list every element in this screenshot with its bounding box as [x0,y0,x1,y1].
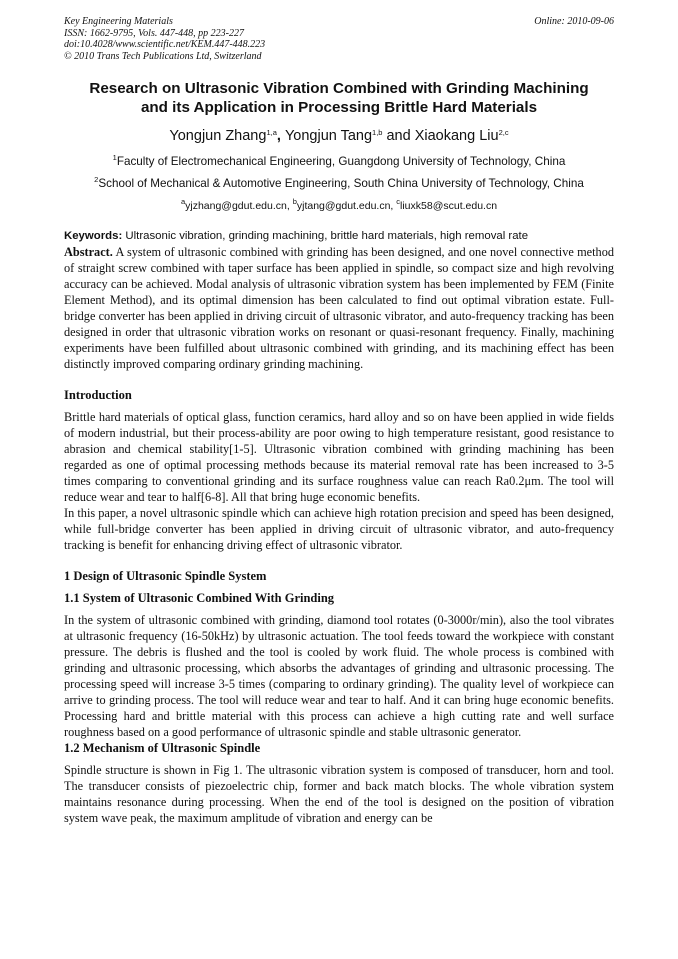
title-line-1: Research on Ultrasonic Vibration Combined with Grinding Machining [89,80,589,97]
journal-header [64,16,614,62]
section-1-2-heading: 1.2 Mechanism of Ultrasonic Spindle [64,741,261,755]
author-list [64,127,614,146]
author-separator-1: , [276,128,285,144]
section-1-2-paragraph: Spindle structure is shown in Fig 1. The ultrasonic vibration system is composed of transducer, horn and tool. The transducer consists of piezoelectric chip, former and back match blocks. The whole vibration system maintains resonance during processing. When the end of the tool is designed on the position of vibration system wave peak, the maximum amplitude of vibration and energy can be [64,763,614,825]
affiliation-1 [64,151,614,173]
email-list [64,198,614,214]
section-1-1-paragraph: In the system of ultrasonic combined with grinding, diamond tool rotates (0-3000r/min), also the tool vibrates at ultrasonic frequency (16-50kHz) by ultrasonic actuation. The tool feeds toward the workpiece with constant pressure. The debris is flushed and the tool is cooled by work fluid. The whole process is combined with grinding and ultrasonic processing, which absorbs the advantages of grinding and ultrasonic processing. The processing speed will increase 3-5 times (comparing to ordinary grinding). The quality level of workpiece can arrive to grinding process. The tool will reduce wear and tear to half. And it can bring huge economic benefits. Processing hard and brittle material with this process can achieve a high cutting rate and well surface roughness based on a good performance of ultrasonic spindle and stable ultrasonic generator. [64,613,614,739]
title-line-2: and its Application in Processing Brittle Hard Materials [140,99,538,116]
abstract-text: A system of ultrasonic combined with grinding has been designed, and one novel connective method of straight screw combined with taper surface has been applied in spindle, so compact size and high revolving accuracy can be achieved. Modal analysis of ultrasonic vibration system has been implemented by FEM (Finite Element Method), and its optimal dimension has been calculated to find out optimal vibration estate. Full-bridge converter has been applied in driving circuit of ultrasonic vibrator, and auto-frequency tracking has been designed in order that ultrasonic vibration works on resonant or quasi-resonant frequency. Finally, machining experiments have been fulfilled about ultrasonic combined with grinding, and its machining effect has been distinctly improved comparing ordinary grinding machining. [64,245,614,371]
email-1: yjzhang@gdut.edu.cn, [185,200,293,212]
affiliation-2-text: School of Mechanical & Automotive Engineering, South China University of Technology, China [98,177,584,190]
section-1-1-heading: 1.1 System of Ultrasonic Combined With Grinding [64,591,335,605]
keywords-label: Keywords: [64,230,123,242]
online-date: Online: 2010-09-06 [534,16,614,27]
email-3-sup: c [396,197,401,206]
author-separator-2: and [382,128,415,144]
affiliation-1-text: Faculty of Electromechanical Engineering, Guangdong University of Technology, China [116,155,566,168]
email-3: liuxk58@scut.edu.cn [400,200,498,212]
affiliation-2-sup: 2 [94,175,99,184]
abstract [64,244,614,372]
copyright-line: © 2010 Trans Tech Publications Ltd, Switzerland [64,50,262,62]
author-2-name: Yongjun Tang [284,128,373,144]
author-1-name: Yongjun Zhang [169,128,267,144]
paper-title [64,79,614,117]
email-2-sup: b [292,197,297,206]
email-2: yjtang@gdut.edu.cn, [296,200,397,212]
introduction-paragraph-1: Brittle hard materials of optical glass, function ceramics, hard alloy and so on have been applied in wide fields of modern industrial, but their process-ability are poor owing to high temperature resistant, good resistance to abrasion and chemical stability[1-5]. Ultrasonic vibration combined with grinding machining has been regarded as one of optimal processing methods because its material removal rate has been increased to 3-5 times comparing to conventional grinding and its surface roughness value can reach Ra0.2μm. The tool will reduce wear and tear to half[6-8]. All that bring huge economic benefits. [64,410,614,504]
author-1-sup: 1,a [266,128,277,137]
author-3-name: Xiaokang Liu [414,128,499,144]
keywords [64,229,614,244]
author-2-sup: 1,b [372,128,383,137]
author-3-sup: 2,c [498,128,509,137]
issn-line: ISSN: 1662-9795, Vols. 447-448, pp 223-227 [64,27,244,39]
doi-line: doi:10.4028/www.scientific.net/KEM.447-448.223 [64,39,266,50]
paper-page [64,16,614,826]
section-1-heading: 1 Design of Ultrasonic Spindle System [64,569,267,583]
abstract-label: Abstract. [64,245,113,259]
affiliation-1-sup: 1 [112,153,117,162]
introduction-heading: Introduction [64,388,132,402]
affiliation-2 [64,173,614,195]
email-1-sup: a [180,197,186,206]
journal-name: Key Engineering Materials [64,16,173,27]
introduction-paragraph-2: In this paper, a novel ultrasonic spindle which can achieve high rotation precision and speed has been designed, while full-bridge converter has been applied in driving circuit of ultrasonic vibrator, and auto-frequency tracking is benefit for enhancing driving effect of ultrasonic vibrator. [64,506,614,552]
keywords-text: Ultrasonic vibration, grinding machining, brittle hard materials, high removal rate [122,230,529,242]
